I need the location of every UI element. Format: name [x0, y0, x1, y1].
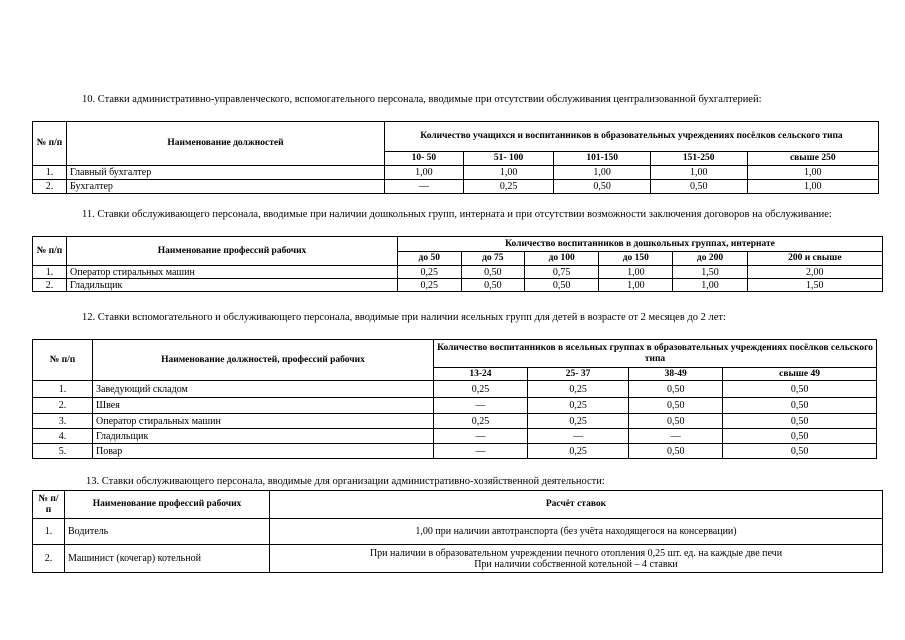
table-row [33, 545, 883, 573]
profession-name: Гладильщик [67, 279, 398, 292]
section-13-title: 13. Ставки обслуживающего персонала, вводимые для организации административно-хозяйственной деятельности: [86, 476, 605, 487]
rate-cell: 0,50 [554, 180, 651, 194]
col-header: до 200 [673, 252, 747, 266]
col-name-header: Наименование должностей [67, 122, 385, 166]
col-header: до 75 [461, 252, 525, 266]
col-calc-header: Расчёт ставок [270, 491, 883, 519]
rate-cell: 0,25 [434, 381, 528, 398]
rate-cell: 0,25 [527, 398, 628, 414]
rate-cell: — [629, 429, 723, 444]
row-number: 1. [33, 166, 67, 180]
table-row [33, 266, 883, 279]
profession-name: Водитель [65, 519, 270, 545]
rate-cell: 0,25 [434, 414, 528, 429]
rate-cell: 0,50 [723, 398, 877, 414]
row-number: 4. [33, 429, 93, 444]
rate-cell: 0,50 [650, 180, 747, 194]
table-row [33, 414, 877, 429]
rate-cell: 0,50 [629, 381, 723, 398]
rate-calc-line: При наличии собственной котельной – 4 ставки [474, 558, 678, 570]
staff-rates-table-11 [32, 236, 883, 292]
table-row [33, 279, 883, 292]
col-header: 13-24 [434, 368, 528, 381]
row-number: 1. [33, 266, 67, 279]
section-11-title: 11. Ставки обслуживающего персонала, вводимые при наличии дошкольных групп, интерната и при отсутствии возможности заключения договоров на обслуживание: [82, 209, 832, 220]
rate-cell: 1,00 [599, 266, 673, 279]
row-number: 1. [33, 381, 93, 398]
rate-calc-line: При наличии в образовательном учреждении печного отопления 0,25 шт. ед. на каждые две печи [369, 547, 783, 559]
col-group-header: Количество воспитанников в дошкольных группах, интернате [398, 237, 883, 252]
position-name: Повар [93, 444, 434, 459]
position-name: Гладильщик [93, 429, 434, 444]
table-row [33, 381, 877, 398]
profession-name: Машинист (кочегар) котельной [65, 545, 270, 573]
rate-cell: 1,00 [599, 279, 673, 292]
rate-cell: 0,50 [629, 398, 723, 414]
profession-name: Оператор стиральных машин [67, 266, 398, 279]
rate-cell: 0,50 [461, 266, 525, 279]
position-name: Бухгалтер [67, 180, 385, 194]
rate-cell: 0,25 [527, 444, 628, 459]
table-row [33, 429, 877, 444]
rate-cell: 0,50 [525, 279, 599, 292]
rate-calc-line: 1,00 при наличии автотранспорта (без учёта находящегося на консервации) [415, 526, 737, 537]
row-number: 5. [33, 444, 93, 459]
rate-cell: 0,50 [629, 444, 723, 459]
rate-cell: 0,50 [723, 444, 877, 459]
rate-cell: 0,75 [525, 266, 599, 279]
rate-cell: 2,00 [747, 266, 882, 279]
position-name: Швея [93, 398, 434, 414]
col-header: свыше 49 [723, 368, 877, 381]
col-header: 200 и свыше [747, 252, 882, 266]
rate-cell: 0,50 [723, 381, 877, 398]
rate-cell: 0,50 [723, 414, 877, 429]
col-name-header: Наименование профессий рабочих [67, 237, 398, 266]
rate-cell: — [434, 444, 528, 459]
row-number: 2. [33, 398, 93, 414]
col-num-header: № п/п [33, 237, 67, 266]
position-name: Заведующий складом [93, 381, 434, 398]
rate-cell: 1,00 [385, 166, 464, 180]
col-header: до 50 [398, 252, 462, 266]
rate-cell: 0,25 [527, 381, 628, 398]
rate-cell: 1,00 [747, 180, 878, 194]
rate-cell: — [527, 429, 628, 444]
rate-calc [270, 519, 883, 545]
rate-cell: 0,50 [723, 429, 877, 444]
table-row [33, 166, 879, 180]
col-num-header: № п/п [33, 340, 93, 381]
rate-calc [270, 545, 883, 573]
rate-cell: 1,00 [650, 166, 747, 180]
col-header: 51- 100 [463, 152, 554, 166]
row-number: 2. [33, 180, 67, 194]
position-name: Оператор стиральных машин [93, 414, 434, 429]
staff-rates-table-10 [32, 121, 879, 194]
table-row [33, 398, 877, 414]
section-12-title: 12. Ставки вспомогательного и обслуживающего персонала, вводимые при наличии ясельных групп для детей в возрасте от 2 месяцев до 2 лет: [82, 312, 726, 323]
col-name-header: Наименование должностей, профессий рабочих [93, 340, 434, 381]
rate-cell: 0,25 [463, 180, 554, 194]
row-number: 2. [33, 545, 65, 573]
col-header: 101-150 [554, 152, 651, 166]
rate-cell: 0,25 [527, 414, 628, 429]
col-header: до 100 [525, 252, 599, 266]
col-header: свыше 250 [747, 152, 878, 166]
rate-cell: 0,25 [398, 266, 462, 279]
col-num-header: № п/п [33, 122, 67, 166]
rate-cell: 0,25 [398, 279, 462, 292]
col-header: 38-49 [629, 368, 723, 381]
col-header: до 150 [599, 252, 673, 266]
col-header: 10- 50 [385, 152, 464, 166]
row-number: 3. [33, 414, 93, 429]
rate-cell: 1,00 [463, 166, 554, 180]
table-row [33, 444, 877, 459]
rate-cell: — [434, 398, 528, 414]
rate-cell: — [434, 429, 528, 444]
rate-cell: 0,50 [629, 414, 723, 429]
staff-rates-table-13 [32, 490, 883, 573]
row-number: 2. [33, 279, 67, 292]
rate-cell: 1,00 [747, 166, 878, 180]
table-row [33, 180, 879, 194]
table-row [33, 519, 883, 545]
section-10-title: 10. Ставки административно-управленческого, вспомогательного персонала, вводимые при отсутствии обслуживания централизованной бухгалтерией: [82, 94, 762, 105]
rate-cell: 1,50 [673, 266, 747, 279]
col-header: 25- 37 [527, 368, 628, 381]
rate-cell: 1,00 [673, 279, 747, 292]
staff-rates-table-12 [32, 339, 877, 459]
rate-cell: 1,00 [554, 166, 651, 180]
rate-cell: 0,50 [461, 279, 525, 292]
col-header: 151-250 [650, 152, 747, 166]
col-num-header: № п/п [33, 491, 65, 519]
rate-cell: — [385, 180, 464, 194]
col-name-header: Наименование профессий рабочих [65, 491, 270, 519]
rate-cell: 1,50 [747, 279, 882, 292]
row-number: 1. [33, 519, 65, 545]
position-name: Главный бухгалтер [67, 166, 385, 180]
col-group-header: Количество учащихся и воспитанников в образовательных учреждениях посёлков сельского типа [385, 122, 879, 152]
col-group-header: Количество воспитанников в ясельных группах в образовательных учреждениях посёлков сельского типа [434, 340, 877, 368]
